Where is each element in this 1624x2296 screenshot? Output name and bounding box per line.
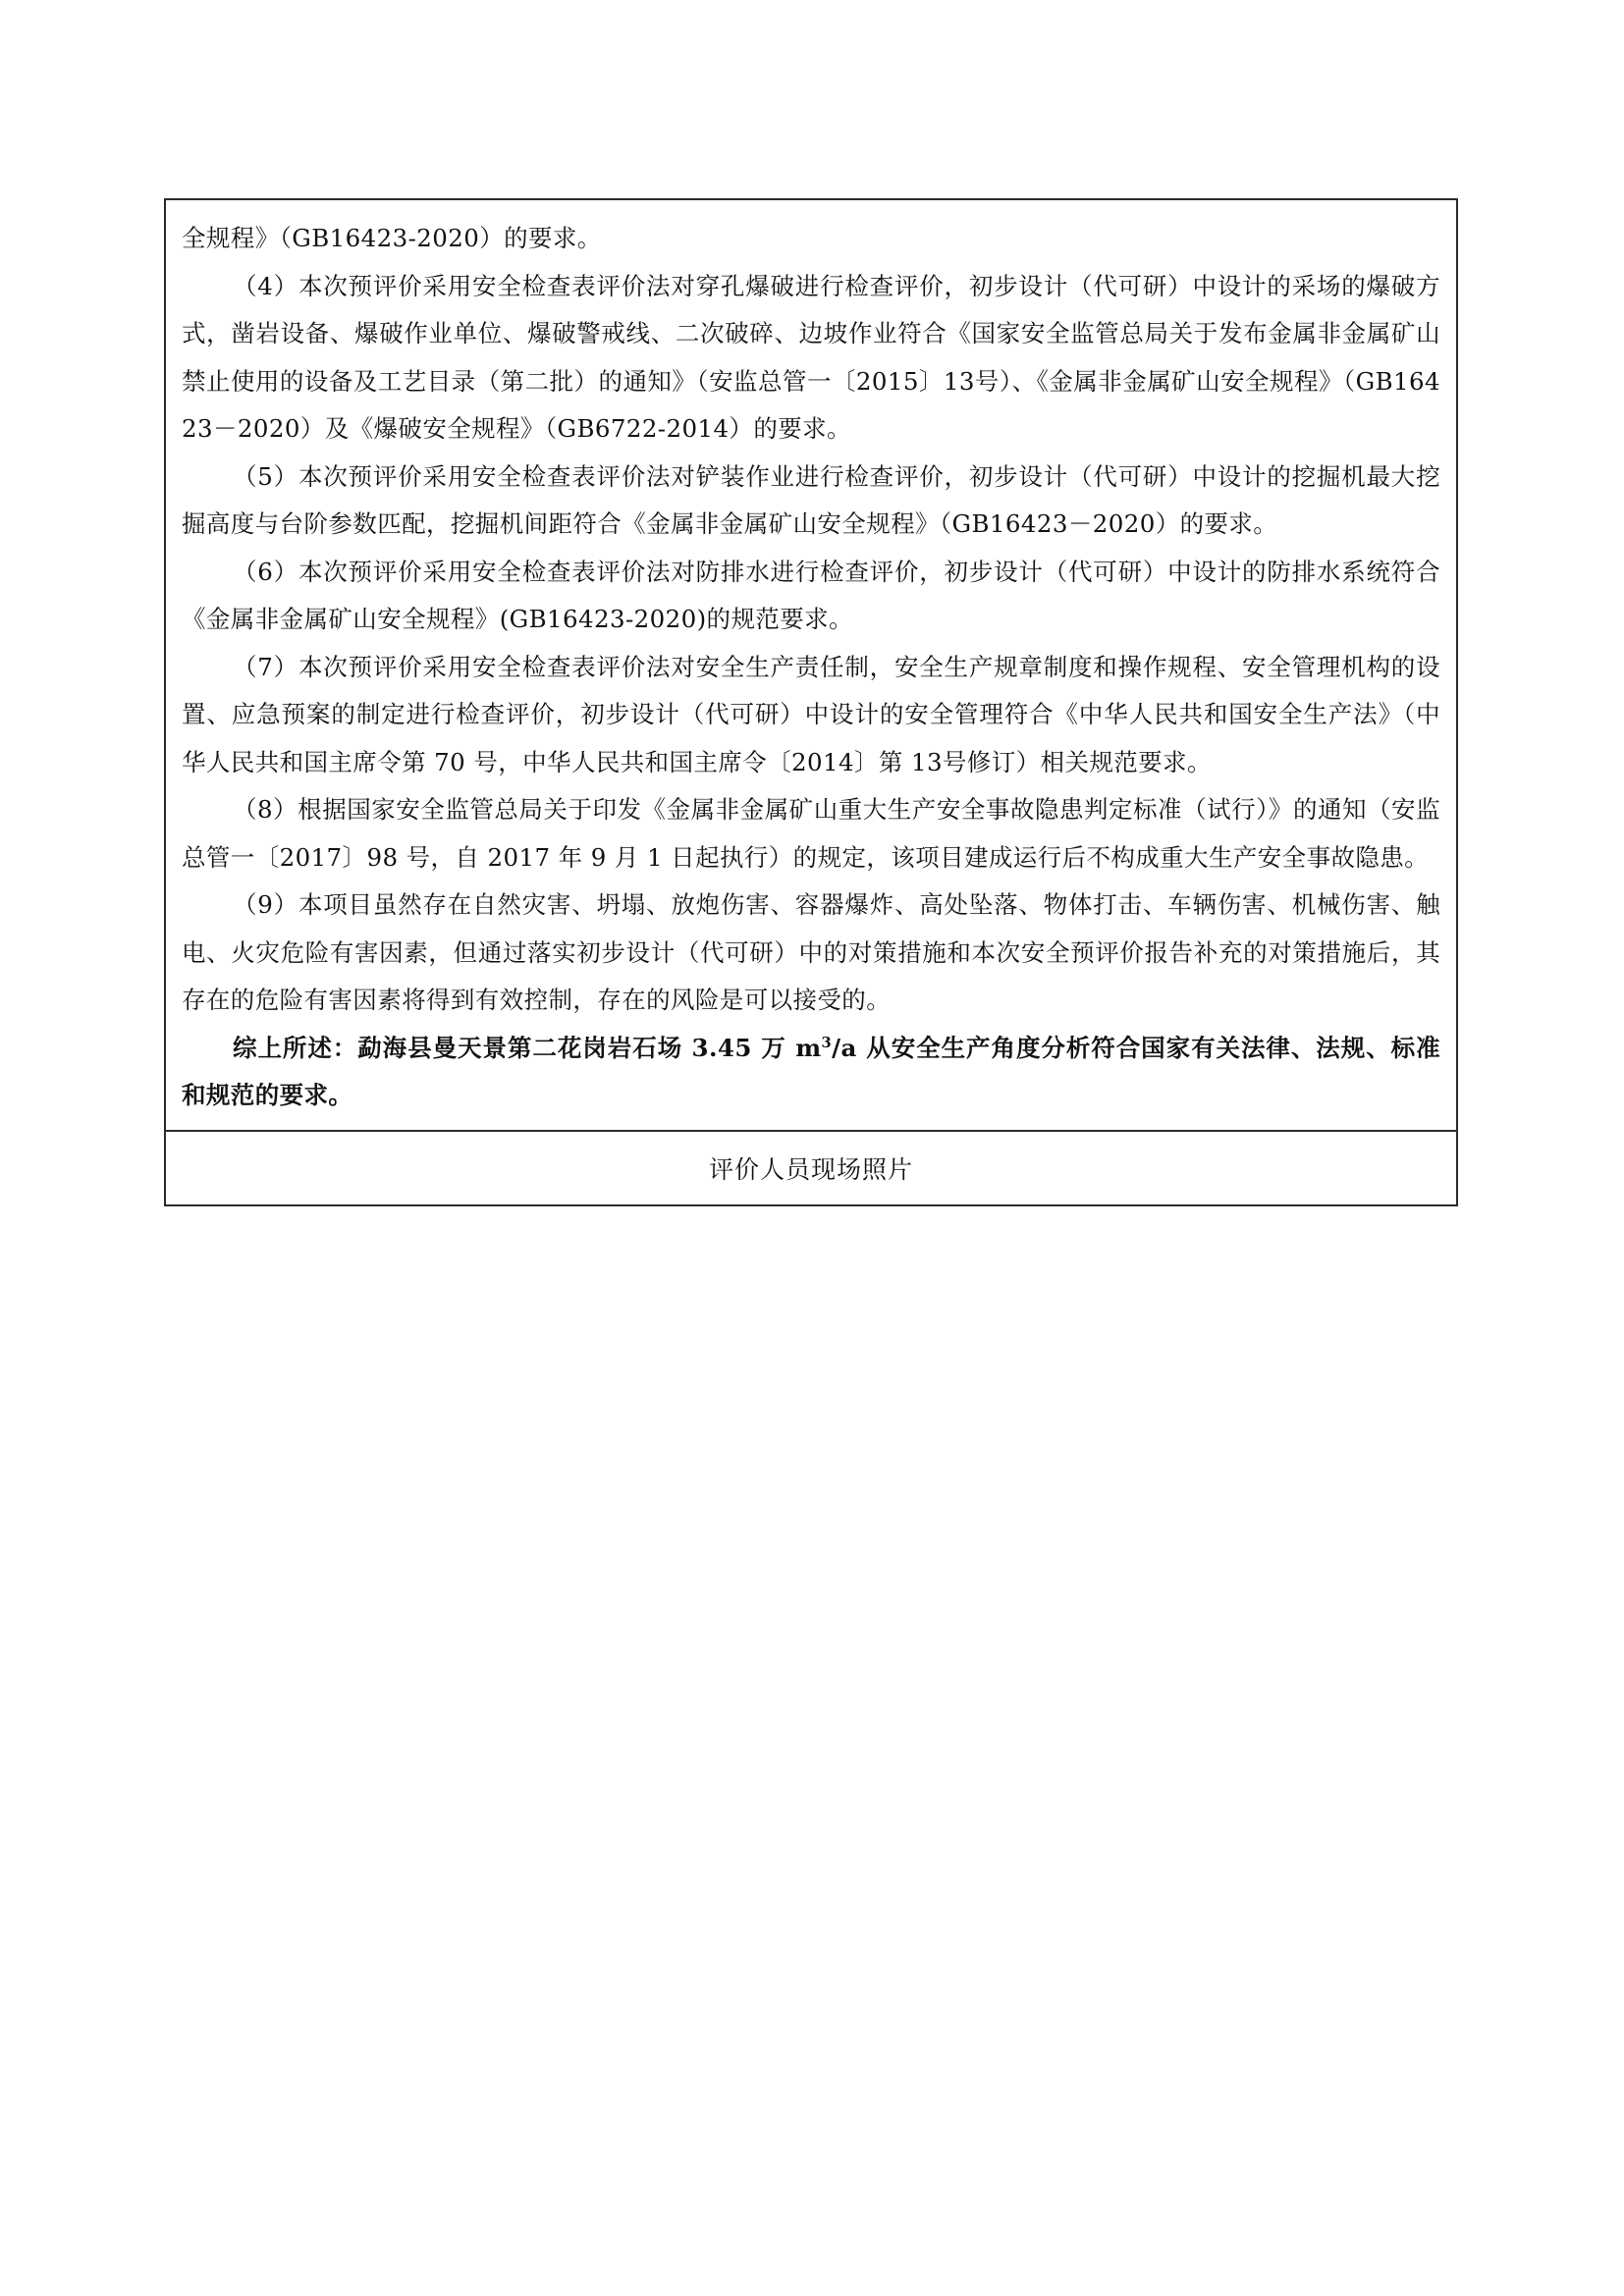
paragraph-item-8: （8）根据国家安全监管总局关于印发《金属非金属矿山重大生产安全事故隐患判定标准（试行）》的通知（安监总管一〔2017〕98 号，自 2017 年 9 月 1 日起执行）的规定，该项目建成运行后不构成重大生产安全事故隐患。 [182,795,1440,872]
paragraph-item-5: （5）本次预评价采用安全检查表评价法对铲装作业进行检查评价，初步设计（代可研）中设计的挖掘机最大挖掘高度与台阶参数匹配，挖掘机间距符合《金属非金属矿山安全规程》（GB16423－2020）的要求。 [182,461,1440,538]
site-photo-row [166,1130,1456,1204]
paragraph-item-7: （7）本次预评价采用安全检查表评价法对安全生产责任制，安全生产规章制度和操作规程、安全管理机构的设置、应急预案的制定进行检查评价，初步设计（代可研）中设计的安全管理符合《中华人民共和国安全生产法》（中华人民共和国主席令第 70 号，中华人民共和国主席令〔2014〕第 13号修订）相关规范要求。 [182,652,1440,776]
paragraph-continuation: 全规程》（GB16423-2020）的要求。 [182,224,602,252]
summary-conclusion [182,1025,1440,1120]
conclusion-cell [166,200,1456,1130]
paragraph-item-4: （4）本次预评价采用安全检查表评价法对穿孔爆破进行检查评价，初步设计（代可研）中设计的采场的爆破方式，凿岩设备、爆破作业单位、爆破警戒线、二次破碎、边坡作业符合《国家安全监管总局关于发布金属非金属矿山禁止使用的设备及工艺目录（第二批）的通知》（安监总管一〔2015〕13号）、《金属非金属矿山安全规程》（GB16423－2020）及《爆破安全规程》（GB6722-2014）的要求。 [182,271,1440,443]
summary-text-end: /a 从安全生产角度分析符合国家有关法律、法规、标准和规范的要求。 [182,1033,1441,1109]
unit-superscript: 3 [821,1034,833,1051]
evaluation-table [164,198,1458,1206]
summary-text-start: 综上所述：勐海县曼天景第二花岗岩石场 3.45 万 m [233,1033,822,1062]
paragraph-item-9: （9）本项目虽然存在自然灾害、坍塌、放炮伤害、容器爆炸、高处坠落、物体打击、车辆伤害、机械伤害、触电、火灾危险有害因素，但通过落实初步设计（代可研）中的对策措施和本次安全预评价报告补充的对策措施后，其存在的危险有害因素将得到有效控制，存在的风险是可以接受的。 [182,890,1440,1014]
site-photo-label: 评价人员现场照片 [708,1154,913,1184]
paragraph-item-6: （6）本次预评价采用安全检查表评价法对防排水进行检查评价，初步设计（代可研）中设计的防排水系统符合《金属非金属矿山安全规程》(GB16423-2020)的规范要求。 [182,557,1440,633]
